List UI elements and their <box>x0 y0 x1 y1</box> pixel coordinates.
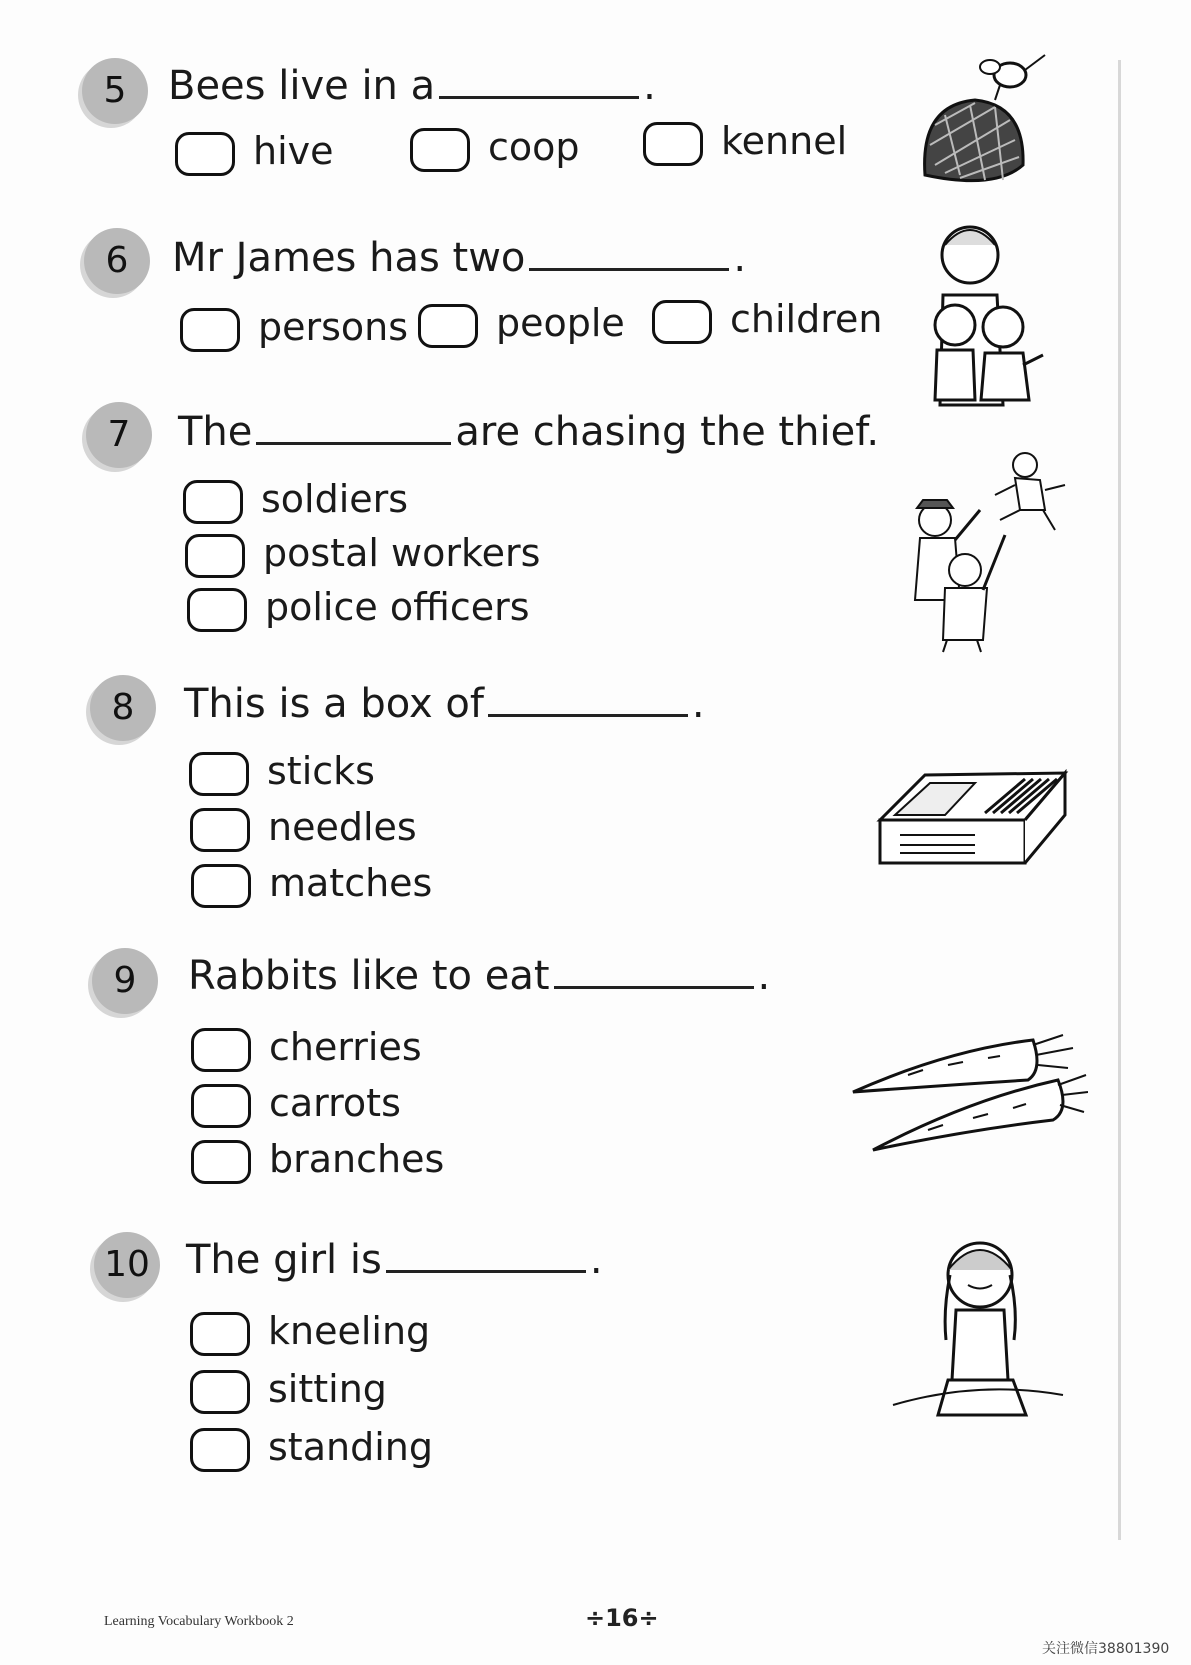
beehive-icon <box>915 45 1055 195</box>
carrots-icon <box>848 1030 1088 1160</box>
answer-blank <box>488 684 688 717</box>
option-standing[interactable] <box>190 1424 433 1472</box>
option-coop[interactable] <box>410 124 580 172</box>
checkbox[interactable] <box>185 534 245 578</box>
prompt-text-after: are chasing the thief. <box>455 409 880 455</box>
option-label: soldiers <box>261 477 409 521</box>
option-label: sticks <box>267 749 375 793</box>
prompt-text-after: . <box>757 953 771 999</box>
prompt-text-before: Rabbits like to eat <box>188 953 550 999</box>
option-label: cherries <box>269 1025 422 1069</box>
police-chase-icon <box>905 440 1070 655</box>
checkbox[interactable] <box>643 122 703 166</box>
prompt-text-after: . <box>643 63 656 109</box>
option-soldiers[interactable] <box>183 476 408 524</box>
question-prompt <box>184 680 705 728</box>
checkbox[interactable] <box>180 308 240 352</box>
option-sitting[interactable] <box>190 1366 387 1414</box>
prompt-text-before: Bees live in a <box>168 63 436 109</box>
prompt-text-before: The <box>178 409 253 455</box>
checkbox[interactable] <box>191 1028 251 1072</box>
option-label: coop <box>488 125 580 169</box>
checkbox[interactable] <box>418 304 478 348</box>
checkbox[interactable] <box>190 1370 250 1414</box>
option-label: branches <box>269 1137 445 1181</box>
option-sticks[interactable] <box>189 748 375 796</box>
option-children[interactable] <box>652 296 882 344</box>
option-label: sitting <box>268 1367 387 1411</box>
checkbox[interactable] <box>175 132 235 176</box>
question-prompt <box>188 952 770 1000</box>
family-icon <box>925 215 1055 410</box>
option-label: hive <box>253 129 334 173</box>
checkbox[interactable] <box>190 1428 250 1472</box>
question-prompt <box>168 62 656 110</box>
watermark: 关注微信38801390 <box>1042 1641 1170 1657</box>
question-number: 7 <box>86 402 152 468</box>
option-label: persons <box>258 305 409 349</box>
checkbox[interactable] <box>410 128 470 172</box>
answer-blank <box>554 956 754 989</box>
prompt-text-before: This is a box of <box>184 681 484 727</box>
prompt-text-after: . <box>733 235 747 281</box>
option-matches[interactable] <box>191 860 432 908</box>
option-hive[interactable] <box>175 128 334 176</box>
question-number: 9 <box>92 948 158 1014</box>
option-persons[interactable] <box>180 304 408 352</box>
option-label: children <box>730 297 883 341</box>
option-needles[interactable] <box>190 804 417 852</box>
prompt-text-after: . <box>691 681 705 727</box>
checkbox[interactable] <box>190 808 250 852</box>
question-prompt <box>178 408 879 456</box>
checkbox[interactable] <box>187 588 247 632</box>
option-label: people <box>496 301 625 345</box>
checkbox[interactable] <box>190 1312 250 1356</box>
page-edge <box>1118 60 1121 1540</box>
prompt-text-after: . <box>589 1237 603 1283</box>
option-kneeling[interactable] <box>190 1308 430 1356</box>
option-branches[interactable] <box>191 1136 444 1184</box>
checkbox[interactable] <box>189 752 249 796</box>
answer-blank <box>256 412 451 445</box>
question-prompt <box>186 1236 603 1284</box>
option-label: kennel <box>721 119 848 163</box>
option-label: postal workers <box>263 531 541 575</box>
prompt-text-before: The girl is <box>186 1237 382 1283</box>
question-prompt <box>172 234 746 282</box>
checkbox[interactable] <box>183 480 243 524</box>
answer-blank <box>529 238 729 271</box>
checkbox[interactable] <box>191 1084 251 1128</box>
checkbox[interactable] <box>652 300 712 344</box>
checkbox[interactable] <box>191 864 251 908</box>
option-cherries[interactable] <box>191 1024 422 1072</box>
answer-blank <box>386 1240 586 1273</box>
checkbox[interactable] <box>191 1140 251 1184</box>
kneeling-girl-icon <box>888 1230 1068 1430</box>
option-police-officers[interactable] <box>187 584 530 632</box>
question-number: 6 <box>84 228 150 294</box>
option-people[interactable] <box>418 300 625 348</box>
prompt-text-before: Mr James has two <box>172 235 526 281</box>
option-label: needles <box>268 805 417 849</box>
footer-book-title: Learning Vocabulary Workbook 2 <box>104 1614 294 1629</box>
matchbox-icon <box>875 765 1075 870</box>
option-label: standing <box>268 1425 433 1469</box>
question-number: 5 <box>82 58 148 124</box>
question-number: 10 <box>94 1232 160 1298</box>
question-number: 8 <box>90 675 156 741</box>
page-number: ÷16÷ <box>585 1604 659 1632</box>
option-kennel[interactable] <box>643 118 847 166</box>
option-label: police officers <box>265 585 530 629</box>
answer-blank <box>439 66 639 99</box>
option-label: carrots <box>269 1081 401 1125</box>
option-carrots[interactable] <box>191 1080 401 1128</box>
option-label: kneeling <box>268 1309 431 1353</box>
option-label: matches <box>269 861 433 905</box>
option-postal-workers[interactable] <box>185 530 540 578</box>
